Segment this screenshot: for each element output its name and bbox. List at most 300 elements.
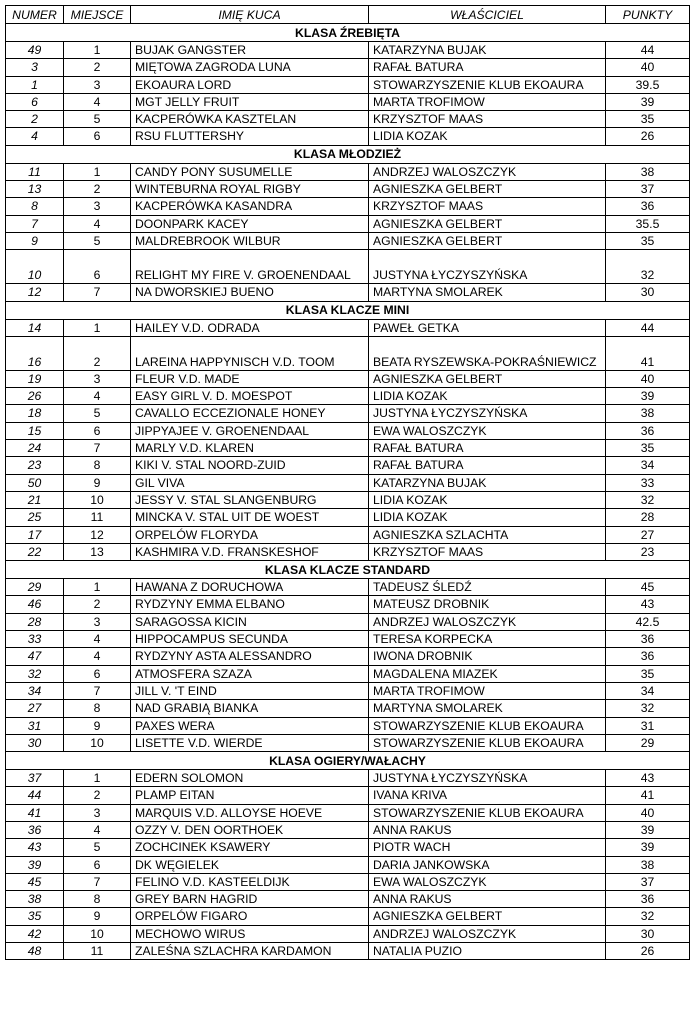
cell-owner: MARTYNA SMOLAREK bbox=[369, 700, 606, 717]
cell-number: 8 bbox=[6, 198, 64, 215]
cell-place: 4 bbox=[64, 215, 131, 232]
cell-pony-name: DOONPARK KACEY bbox=[131, 215, 369, 232]
cell-points: 35 bbox=[606, 111, 690, 128]
cell-pony-name: MALDREBROOK WILBUR bbox=[131, 232, 369, 249]
table-row bbox=[6, 908, 690, 925]
cell-owner: BEATA RYSZEWSKA-POKRAŚNIEWICZ bbox=[369, 336, 606, 370]
cell-points: 38 bbox=[606, 163, 690, 180]
cell-number: 33 bbox=[6, 631, 64, 648]
cell-place: 4 bbox=[64, 821, 131, 838]
cell-place: 7 bbox=[64, 284, 131, 301]
cell-pony-name: NA DWORSKIEJ BUENO bbox=[131, 284, 369, 301]
cell-place: 1 bbox=[64, 319, 131, 336]
cell-number: 18 bbox=[6, 405, 64, 422]
cell-owner: STOWARZYSZENIE KLUB EKOAURA bbox=[369, 717, 606, 734]
cell-points: 39 bbox=[606, 93, 690, 110]
cell-number: 46 bbox=[6, 596, 64, 613]
cell-pony-name: PLAMP EITAN bbox=[131, 787, 369, 804]
cell-points: 45 bbox=[606, 579, 690, 596]
table-row bbox=[6, 474, 690, 491]
cell-owner: DARIA JANKOWSKA bbox=[369, 856, 606, 873]
cell-pony-name: LISETTE V.D. WIERDE bbox=[131, 734, 369, 751]
cell-number: 50 bbox=[6, 474, 64, 491]
cell-points: 36 bbox=[606, 648, 690, 665]
cell-owner: MAGDALENA MIAZEK bbox=[369, 665, 606, 682]
cell-points: 31 bbox=[606, 717, 690, 734]
table-row bbox=[6, 891, 690, 908]
cell-number: 38 bbox=[6, 891, 64, 908]
cell-points: 29 bbox=[606, 734, 690, 751]
table-row bbox=[6, 422, 690, 439]
cell-number: 28 bbox=[6, 613, 64, 630]
cell-place: 5 bbox=[64, 232, 131, 249]
cell-points: 35 bbox=[606, 232, 690, 249]
cell-points: 43 bbox=[606, 596, 690, 613]
cell-number: 42 bbox=[6, 925, 64, 942]
cell-number: 35 bbox=[6, 908, 64, 925]
cell-pony-name: KASHMIRA V.D. FRANSKESHOF bbox=[131, 543, 369, 560]
cell-pony-name: GIL VIVA bbox=[131, 474, 369, 491]
table-row bbox=[6, 856, 690, 873]
cell-pony-name: ORPELÓW FIGARO bbox=[131, 908, 369, 925]
class-section-title: KLASA ŹREBIĘTA bbox=[6, 24, 690, 42]
cell-points: 40 bbox=[606, 370, 690, 387]
table-row bbox=[6, 631, 690, 648]
cell-place: 7 bbox=[64, 440, 131, 457]
cell-number: 44 bbox=[6, 787, 64, 804]
cell-pony-name: MECHOWO WIRUS bbox=[131, 925, 369, 942]
cell-place: 6 bbox=[64, 128, 131, 145]
cell-points: 35.5 bbox=[606, 215, 690, 232]
table-row bbox=[6, 770, 690, 787]
cell-place: 7 bbox=[64, 682, 131, 699]
cell-place: 4 bbox=[64, 648, 131, 665]
cell-owner: ANNA RAKUS bbox=[369, 891, 606, 908]
cell-pony-name: JIPPYAJEE V. GROENENDAAL bbox=[131, 422, 369, 439]
cell-pony-name: FELINO V.D. KASTEELDIJK bbox=[131, 873, 369, 890]
cell-number: 43 bbox=[6, 839, 64, 856]
cell-place: 9 bbox=[64, 717, 131, 734]
table-body bbox=[6, 24, 690, 960]
cell-points: 40 bbox=[606, 59, 690, 76]
cell-pony-name: HIPPOCAMPUS SECUNDA bbox=[131, 631, 369, 648]
cell-place: 4 bbox=[64, 93, 131, 110]
cell-pony-name: BUJAK GANGSTER bbox=[131, 42, 369, 59]
cell-pony-name: KACPERÓWKA KASANDRA bbox=[131, 198, 369, 215]
cell-number: 2 bbox=[6, 111, 64, 128]
cell-points: 36 bbox=[606, 422, 690, 439]
cell-pony-name: ATMOSFERA SZAZA bbox=[131, 665, 369, 682]
header-points: PUNKTY bbox=[606, 6, 690, 24]
cell-owner: EWA WALOSZCZYK bbox=[369, 422, 606, 439]
cell-owner: MARTYNA SMOLAREK bbox=[369, 284, 606, 301]
cell-number: 17 bbox=[6, 526, 64, 543]
cell-owner: PAWEŁ GETKA bbox=[369, 319, 606, 336]
header-number: NUMER bbox=[6, 6, 64, 24]
cell-owner: ANDRZEJ WALOSZCZYK bbox=[369, 613, 606, 630]
cell-owner: IVANA KRIVA bbox=[369, 787, 606, 804]
cell-number: 19 bbox=[6, 370, 64, 387]
table-row bbox=[6, 665, 690, 682]
header-row bbox=[6, 6, 690, 24]
cell-points: 39 bbox=[606, 821, 690, 838]
cell-place: 5 bbox=[64, 111, 131, 128]
table-row bbox=[6, 319, 690, 336]
table-row bbox=[6, 163, 690, 180]
table-row bbox=[6, 457, 690, 474]
cell-points: 32 bbox=[606, 491, 690, 508]
cell-number: 10 bbox=[6, 250, 64, 284]
cell-owner: RAFAŁ BATURA bbox=[369, 457, 606, 474]
table-row bbox=[6, 596, 690, 613]
cell-place: 2 bbox=[64, 336, 131, 370]
class-section-row bbox=[6, 752, 690, 770]
cell-owner: LIDIA KOZAK bbox=[369, 491, 606, 508]
cell-number: 45 bbox=[6, 873, 64, 890]
cell-number: 13 bbox=[6, 181, 64, 198]
cell-points: 36 bbox=[606, 631, 690, 648]
cell-place: 10 bbox=[64, 734, 131, 751]
table-row bbox=[6, 284, 690, 301]
cell-pony-name: RYDZYNY EMMA ELBANO bbox=[131, 596, 369, 613]
cell-pony-name: RSU FLUTTERSHY bbox=[131, 128, 369, 145]
cell-place: 3 bbox=[64, 198, 131, 215]
cell-points: 36 bbox=[606, 198, 690, 215]
table-row bbox=[6, 543, 690, 560]
cell-owner: ANNA RAKUS bbox=[369, 821, 606, 838]
cell-owner: RAFAŁ BATURA bbox=[369, 59, 606, 76]
cell-owner: LIDIA KOZAK bbox=[369, 388, 606, 405]
cell-pony-name: MINCKA V. STAL UIT DE WOEST bbox=[131, 509, 369, 526]
cell-points: 44 bbox=[606, 319, 690, 336]
cell-points: 30 bbox=[606, 925, 690, 942]
table-row bbox=[6, 93, 690, 110]
cell-points: 38 bbox=[606, 856, 690, 873]
cell-owner: AGNIESZKA GELBERT bbox=[369, 908, 606, 925]
cell-points: 34 bbox=[606, 682, 690, 699]
cell-place: 3 bbox=[64, 76, 131, 93]
cell-place: 8 bbox=[64, 891, 131, 908]
cell-pony-name: HAWANA Z DORUCHOWA bbox=[131, 579, 369, 596]
cell-points: 40 bbox=[606, 804, 690, 821]
cell-pony-name: EKOAURA LORD bbox=[131, 76, 369, 93]
table-row bbox=[6, 925, 690, 942]
cell-owner: EWA WALOSZCZYK bbox=[369, 873, 606, 890]
cell-number: 12 bbox=[6, 284, 64, 301]
table-row bbox=[6, 42, 690, 59]
cell-place: 6 bbox=[64, 856, 131, 873]
cell-pony-name: LAREINA HAPPYNISCH V.D. TOOM bbox=[131, 336, 369, 370]
cell-owner: LIDIA KOZAK bbox=[369, 509, 606, 526]
cell-pony-name: CANDY PONY SUSUMELLE bbox=[131, 163, 369, 180]
cell-place: 4 bbox=[64, 631, 131, 648]
cell-pony-name: MGT JELLY FRUIT bbox=[131, 93, 369, 110]
cell-points: 44 bbox=[606, 42, 690, 59]
cell-place: 9 bbox=[64, 908, 131, 925]
cell-number: 24 bbox=[6, 440, 64, 457]
cell-points: 41 bbox=[606, 336, 690, 370]
cell-number: 32 bbox=[6, 665, 64, 682]
cell-place: 2 bbox=[64, 181, 131, 198]
cell-owner: AGNIESZKA SZLACHTA bbox=[369, 526, 606, 543]
table-row bbox=[6, 440, 690, 457]
cell-place: 1 bbox=[64, 42, 131, 59]
cell-points: 32 bbox=[606, 250, 690, 284]
cell-points: 35 bbox=[606, 440, 690, 457]
cell-pony-name: OZZY V. DEN OORTHOEK bbox=[131, 821, 369, 838]
table-row bbox=[6, 873, 690, 890]
cell-owner: AGNIESZKA GELBERT bbox=[369, 370, 606, 387]
cell-number: 6 bbox=[6, 93, 64, 110]
cell-owner: AGNIESZKA GELBERT bbox=[369, 215, 606, 232]
cell-number: 22 bbox=[6, 543, 64, 560]
cell-number: 27 bbox=[6, 700, 64, 717]
table-row bbox=[6, 509, 690, 526]
cell-number: 11 bbox=[6, 163, 64, 180]
cell-number: 16 bbox=[6, 336, 64, 370]
cell-points: 36 bbox=[606, 891, 690, 908]
cell-owner: TADEUSZ ŚLEDŹ bbox=[369, 579, 606, 596]
cell-points: 26 bbox=[606, 943, 690, 960]
cell-place: 5 bbox=[64, 839, 131, 856]
table-row bbox=[6, 648, 690, 665]
table-row bbox=[6, 215, 690, 232]
cell-number: 23 bbox=[6, 457, 64, 474]
cell-points: 33 bbox=[606, 474, 690, 491]
cell-number: 9 bbox=[6, 232, 64, 249]
table-row bbox=[6, 59, 690, 76]
table-row bbox=[6, 336, 690, 370]
cell-owner: TERESA KORPECKA bbox=[369, 631, 606, 648]
cell-number: 7 bbox=[6, 215, 64, 232]
cell-pony-name: MIĘTOWA ZAGRODA LUNA bbox=[131, 59, 369, 76]
table-row bbox=[6, 232, 690, 249]
table-row bbox=[6, 250, 690, 284]
cell-points: 32 bbox=[606, 908, 690, 925]
table-row bbox=[6, 787, 690, 804]
cell-place: 9 bbox=[64, 474, 131, 491]
cell-points: 41 bbox=[606, 787, 690, 804]
cell-owner: MARTA TROFIMOW bbox=[369, 682, 606, 699]
cell-pony-name: GREY BARN HAGRID bbox=[131, 891, 369, 908]
cell-points: 38 bbox=[606, 405, 690, 422]
cell-pony-name: RELIGHT MY FIRE V. GROENENDAAL bbox=[131, 250, 369, 284]
cell-owner: PIOTR WACH bbox=[369, 839, 606, 856]
cell-owner: ANDRZEJ WALOSZCZYK bbox=[369, 163, 606, 180]
header-owner: WŁAŚCICIEL bbox=[369, 6, 606, 24]
cell-number: 26 bbox=[6, 388, 64, 405]
cell-place: 10 bbox=[64, 925, 131, 942]
cell-number: 1 bbox=[6, 76, 64, 93]
cell-pony-name: EDERN SOLOMON bbox=[131, 770, 369, 787]
cell-points: 23 bbox=[606, 543, 690, 560]
cell-owner: AGNIESZKA GELBERT bbox=[369, 181, 606, 198]
cell-number: 39 bbox=[6, 856, 64, 873]
cell-owner: JUSTYNA ŁYCZYSZYŃSKA bbox=[369, 405, 606, 422]
class-section-row bbox=[6, 301, 690, 319]
table-row bbox=[6, 613, 690, 630]
cell-pony-name: RYDZYNY ASTA ALESSANDRO bbox=[131, 648, 369, 665]
cell-number: 29 bbox=[6, 579, 64, 596]
cell-place: 6 bbox=[64, 250, 131, 284]
cell-place: 2 bbox=[64, 59, 131, 76]
cell-number: 37 bbox=[6, 770, 64, 787]
table-row bbox=[6, 839, 690, 856]
results-table bbox=[5, 5, 690, 960]
cell-owner: AGNIESZKA GELBERT bbox=[369, 232, 606, 249]
cell-owner: LIDIA KOZAK bbox=[369, 128, 606, 145]
cell-number: 21 bbox=[6, 491, 64, 508]
cell-points: 39 bbox=[606, 388, 690, 405]
cell-owner: MARTA TROFIMOW bbox=[369, 93, 606, 110]
cell-pony-name: WINTEBURNA ROYAL RIGBY bbox=[131, 181, 369, 198]
cell-owner: KRZYSZTOF MAAS bbox=[369, 543, 606, 560]
cell-points: 37 bbox=[606, 873, 690, 890]
table-row bbox=[6, 804, 690, 821]
table-row bbox=[6, 405, 690, 422]
cell-pony-name: ORPELÓW FLORYDA bbox=[131, 526, 369, 543]
cell-pony-name: MARLY V.D. KLAREN bbox=[131, 440, 369, 457]
cell-owner: KATARZYNA BUJAK bbox=[369, 42, 606, 59]
cell-owner: KATARZYNA BUJAK bbox=[369, 474, 606, 491]
cell-number: 3 bbox=[6, 59, 64, 76]
cell-place: 11 bbox=[64, 509, 131, 526]
table-row bbox=[6, 128, 690, 145]
cell-number: 14 bbox=[6, 319, 64, 336]
table-row bbox=[6, 700, 690, 717]
class-section-title: KLASA MŁODZIEŻ bbox=[6, 145, 690, 163]
cell-points: 30 bbox=[606, 284, 690, 301]
cell-owner: KRZYSZTOF MAAS bbox=[369, 198, 606, 215]
class-section-row bbox=[6, 561, 690, 579]
table-row bbox=[6, 198, 690, 215]
cell-number: 25 bbox=[6, 509, 64, 526]
cell-points: 27 bbox=[606, 526, 690, 543]
cell-owner: KRZYSZTOF MAAS bbox=[369, 111, 606, 128]
cell-owner: NATALIA PUZIO bbox=[369, 943, 606, 960]
cell-number: 4 bbox=[6, 128, 64, 145]
cell-pony-name: HAILEY V.D. ODRADA bbox=[131, 319, 369, 336]
header-pony-name: IMIĘ KUCA bbox=[131, 6, 369, 24]
cell-pony-name: MARQUIS V.D. ALLOYSE HOEVE bbox=[131, 804, 369, 821]
cell-points: 37 bbox=[606, 181, 690, 198]
header-place: MIEJSCE bbox=[64, 6, 131, 24]
cell-pony-name: PAXES WERA bbox=[131, 717, 369, 734]
cell-place: 11 bbox=[64, 943, 131, 960]
cell-pony-name: ZOCHCINEK KSAWERY bbox=[131, 839, 369, 856]
cell-place: 5 bbox=[64, 405, 131, 422]
cell-points: 34 bbox=[606, 457, 690, 474]
cell-pony-name: CAVALLO ECCEZIONALE HONEY bbox=[131, 405, 369, 422]
table-row bbox=[6, 388, 690, 405]
cell-place: 6 bbox=[64, 665, 131, 682]
cell-place: 3 bbox=[64, 370, 131, 387]
cell-points: 39 bbox=[606, 839, 690, 856]
cell-pony-name: SARAGOSSA KICIN bbox=[131, 613, 369, 630]
cell-place: 7 bbox=[64, 873, 131, 890]
cell-place: 1 bbox=[64, 163, 131, 180]
table-row bbox=[6, 76, 690, 93]
cell-pony-name: NAD GRABIĄ BIANKA bbox=[131, 700, 369, 717]
cell-number: 15 bbox=[6, 422, 64, 439]
cell-points: 28 bbox=[606, 509, 690, 526]
cell-owner: STOWARZYSZENIE KLUB EKOAURA bbox=[369, 76, 606, 93]
cell-points: 35 bbox=[606, 665, 690, 682]
cell-points: 26 bbox=[606, 128, 690, 145]
table-row bbox=[6, 579, 690, 596]
cell-owner: MATEUSZ DROBNIK bbox=[369, 596, 606, 613]
cell-place: 6 bbox=[64, 422, 131, 439]
cell-place: 8 bbox=[64, 457, 131, 474]
table-row bbox=[6, 526, 690, 543]
table-row bbox=[6, 370, 690, 387]
cell-pony-name: JILL V. 'T EIND bbox=[131, 682, 369, 699]
cell-place: 1 bbox=[64, 579, 131, 596]
cell-pony-name: DK WĘGIELEK bbox=[131, 856, 369, 873]
class-section-title: KLASA KLACZE MINI bbox=[6, 301, 690, 319]
table-row bbox=[6, 181, 690, 198]
cell-pony-name: JESSY V. STAL SLANGENBURG bbox=[131, 491, 369, 508]
cell-place: 1 bbox=[64, 770, 131, 787]
cell-pony-name: KACPERÓWKA KASZTELAN bbox=[131, 111, 369, 128]
cell-owner: JUSTYNA ŁYCZYSZYŃSKA bbox=[369, 770, 606, 787]
cell-place: 10 bbox=[64, 491, 131, 508]
table-row bbox=[6, 717, 690, 734]
cell-number: 49 bbox=[6, 42, 64, 59]
cell-number: 31 bbox=[6, 717, 64, 734]
cell-points: 32 bbox=[606, 700, 690, 717]
cell-number: 36 bbox=[6, 821, 64, 838]
class-section-title: KLASA OGIERY/WAŁACHY bbox=[6, 752, 690, 770]
cell-pony-name: KIKI V. STAL NOORD-ZUID bbox=[131, 457, 369, 474]
cell-place: 13 bbox=[64, 543, 131, 560]
cell-points: 43 bbox=[606, 770, 690, 787]
cell-pony-name: ZALEŚNA SZLACHRA KARDAMON bbox=[131, 943, 369, 960]
class-section-row bbox=[6, 145, 690, 163]
cell-owner: STOWARZYSZENIE KLUB EKOAURA bbox=[369, 804, 606, 821]
class-section-row bbox=[6, 24, 690, 42]
cell-number: 47 bbox=[6, 648, 64, 665]
cell-place: 2 bbox=[64, 596, 131, 613]
table-row bbox=[6, 491, 690, 508]
cell-place: 3 bbox=[64, 804, 131, 821]
table-row bbox=[6, 682, 690, 699]
cell-owner: RAFAŁ BATURA bbox=[369, 440, 606, 457]
cell-place: 3 bbox=[64, 613, 131, 630]
cell-number: 34 bbox=[6, 682, 64, 699]
cell-owner: IWONA DROBNIK bbox=[369, 648, 606, 665]
cell-place: 12 bbox=[64, 526, 131, 543]
cell-points: 42.5 bbox=[606, 613, 690, 630]
table-row bbox=[6, 821, 690, 838]
class-section-title: KLASA KLACZE STANDARD bbox=[6, 561, 690, 579]
cell-owner: ANDRZEJ WALOSZCZYK bbox=[369, 925, 606, 942]
cell-pony-name: FLEUR V.D. MADE bbox=[131, 370, 369, 387]
cell-place: 4 bbox=[64, 388, 131, 405]
cell-points: 39.5 bbox=[606, 76, 690, 93]
cell-pony-name: EASY GIRL V. D. MOESPOT bbox=[131, 388, 369, 405]
cell-place: 8 bbox=[64, 700, 131, 717]
table-row bbox=[6, 734, 690, 751]
cell-owner: JUSTYNA ŁYCZYSZYŃSKA bbox=[369, 250, 606, 284]
cell-number: 30 bbox=[6, 734, 64, 751]
cell-number: 48 bbox=[6, 943, 64, 960]
cell-place: 2 bbox=[64, 787, 131, 804]
cell-number: 41 bbox=[6, 804, 64, 821]
cell-owner: STOWARZYSZENIE KLUB EKOAURA bbox=[369, 734, 606, 751]
table-row bbox=[6, 111, 690, 128]
table-row bbox=[6, 943, 690, 960]
